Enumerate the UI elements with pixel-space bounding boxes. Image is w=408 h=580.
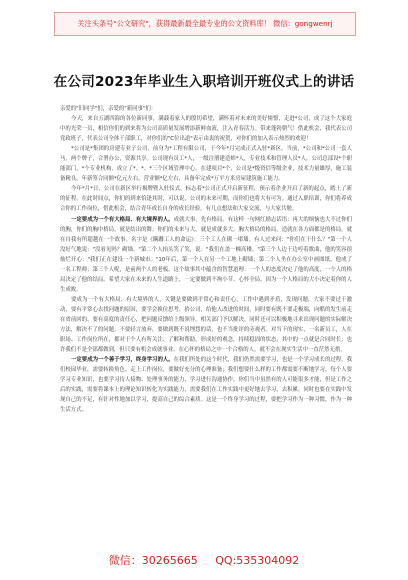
paragraph-heading: 一定要成为一个有大格局、有大境界的人。: [71, 216, 174, 223]
paragraph-heading: 一定要成为一个善于学习，终身学习的人。: [71, 357, 174, 364]
paragraph-5: [60, 295, 352, 355]
document-title: 在公司2023年毕业生入职培训开班仪式上的讲话: [53, 74, 355, 90]
paragraph-6: [60, 355, 352, 415]
qq-contact: QQ:535304092: [215, 554, 300, 567]
wechat-contact: 微信：30265665: [108, 554, 198, 567]
paragraph-1: [60, 114, 352, 144]
greeting: 亲爱的"旧同学"们，亲爱的"新同事"们：: [60, 106, 157, 112]
paragraph-2: [60, 144, 352, 184]
promo-banner-text: 关注头条号"公文研究"，获得最新最全最专业的公文资料库！ 微信：gongwenrj: [77, 19, 333, 28]
document-body: [60, 104, 352, 415]
promo-banner: [54, 12, 356, 36]
paragraph-text: *公司是*集团的房建专业子公司，前身为*工程有限公司，于今年*月完成正式入驻*新区。当前，*公司和*公司一套人马，两个牌子，合署办公，资源共享。公司现有员工*人，一级注册建造师*人，专业技术和管理人员*人，公司总部设*个职能部门，*个专业机构，成立了*、*、*三个区域管理中心。在建项目*个，公司是*级资信等级企业，技术力量雄厚，施工装备精良，年新签合同额*亿元左右，营业额*亿左右，具备年完成*万平方米房屋建筑施工能力。: [60, 146, 352, 183]
paragraph-text: 要成为一个有大格局、有大境界的人，关键是要做到平常心和责任心。工作中遇到矛盾，发现问题，大家不要过于激动，要有平常心去找问题的原因，要学会换位思考，拾公司，给他人改进的时间，同时要有既不要走极端，向酷的发生前走在省前回的、要有高度的责任心，把问题反馈给上级领导，相关部门予以解决。同时还可以积极地寻求出现问题的实际解决方法，解决不了的问题，不要轻言放弃。要做到既不说埋怨的话，也不当批评的旁观者。对当下的现实，一名新员工，人在职场、工作岗位所在，都对于个人有所关注、了解和帮助，形成好的观念，持续稳固的状态，其中的一点就是合同时长；也许我们不是全部都做到，但只要有机会成就事业、在心怀的格局之中一个合格的人，就不会在现实生活中一直茫然无措。: [60, 296, 352, 354]
paragraph-4: [60, 215, 352, 295]
paragraph-text: 在我们所处的这个时代，我们仍然需要学习，也是一个学习成长的过程。我们校园毕业，需要转换角色、走上工作岗位，要做好充分的心理准备；我们想要什么样的工作都需要不断地学习。每个人要学习专业知识，也要学习待人接物、处理事务的能力，学习进行沟通协作。你们当中虽然有的人可能很多才能，但是工作之后的实践，需要将课本上的理论知识转化为实践能力，需要我们在工作实践中更好地去学习，去积累。同时也要在实践中发现自己的不足，有针对性地加以学习，提高自己的综合素质。这是一个终身学习的过程，要把学习作为一种习惯，作为一种生活方式。: [60, 357, 352, 414]
paragraph-text: 成就大事，先有格局。有这样一句网红励志话语：再大的烦恼也大不过你们的胸，你们的胸中格局，就是结出的舞；你们的未来与大，就是成就多大。胸大格局的格局，造就在各方面都是的格局，就在自我有所超越在一个故事。名字是《蹒跚工人的命运》：三个工人在砌一堵墙。有人过来问："你们在干什么？"第一个人没好气地说："没看见吗？砌墙。"第二个人抬头笑了笑，说："我们在盖一幢高楼。"第三个人边干边哼着歌曲，他的笑容很灿烂开心："我们正在建设一个新城市。"10年后，第一个人在另一个工地上砌墙；第二个人坐在办公室中画图纸，他成了一名工程师；第三个人呢，是前两个人的老板。这个故事其中蕴含的智慧道理：一个人的态度决定了他的高度，一个人的格局决定了他的结局。希望大家在未来的人生道路上，一定要做到不拘小节、心怀全局，因为一个人格局的大小决定着你的人生成败。: [60, 216, 352, 293]
paragraph-text: 今天，来自五湖四海的各位新同事，满载着家人的殷切希望，满怀着对未来的美好憧憬，走进*公司，成了这个大家庭中的光荣一员，相信你们的到来将为公司高质量发展增添新鲜血液，注入青春活力。带来蓬勃朝气！借此机会，我代表公司党政班子，代表公司全体干部职工，对你们的"C位出道"表示由衷的祝贺，对你们的加入表示热烈的欢迎！: [60, 116, 352, 143]
contact-footer: [0, 552, 408, 568]
paragraph-text: 今年*月*日，公司在新区举行揭牌暨入驻仪式，标志着*公司正式开启新征程，预示着企业开启了新的起点，踏上了新的征程。在此时间点，你们的到来恰逢其时，可以说，公司的未来可期，而你们也将大有可为。通过入职培训，你们将养成合你的工作岗位，借此机会，结合青年成长自身的成长经验，有几点想法和大家交流，与大家共勉。: [60, 186, 352, 213]
paragraph-3: [60, 184, 352, 214]
